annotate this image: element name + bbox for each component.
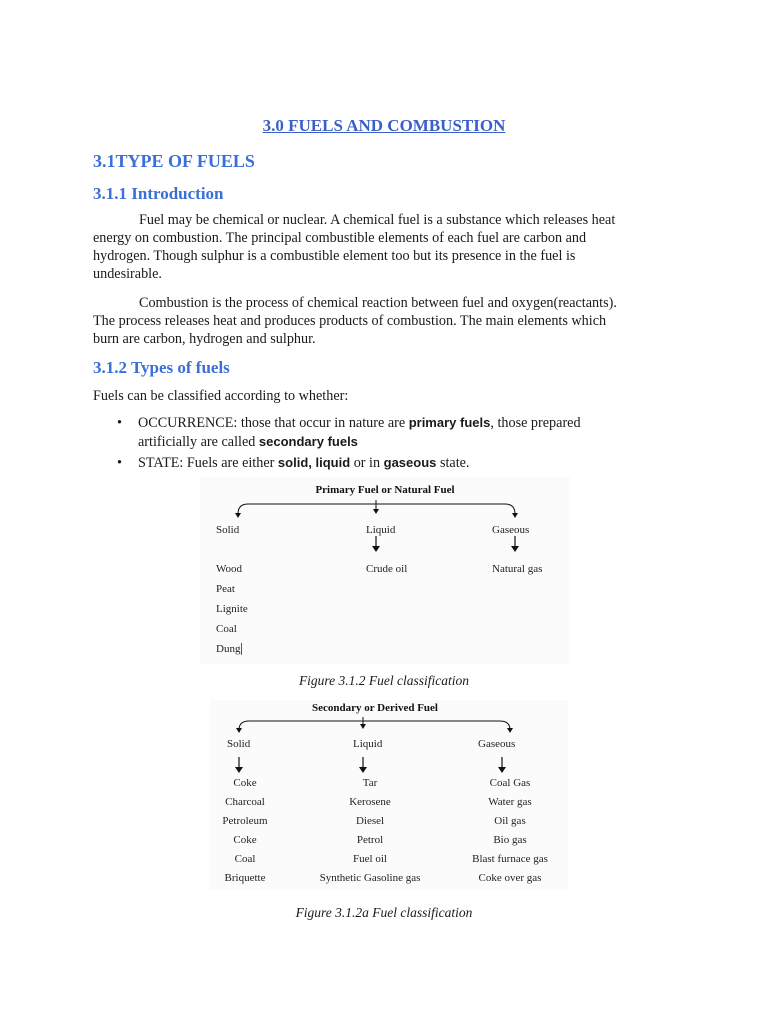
paragraph-line: energy on combustion. The principal combustible elements of each fuel are carbon and xyxy=(93,230,587,246)
paragraph-line: burn are carbon, hydrogen and sulphur. xyxy=(93,331,316,347)
fuel-item: Bio gas xyxy=(493,834,527,846)
figure-title: Primary Fuel or Natural Fuel xyxy=(315,484,455,496)
intro-paragraph-2 xyxy=(93,294,673,348)
heading-introduction: 3.1.1 Introduction xyxy=(93,184,224,203)
fuel-item: Coal xyxy=(216,623,237,635)
heading-types-of-fuels: 3.1.2 Types of fuels xyxy=(93,358,230,377)
paragraph-line: Fuel may be chemical or nuclear. A chemical fuel is a substance which releases heat xyxy=(139,212,616,228)
fuel-item: Petroleum xyxy=(222,815,268,827)
figure-caption: Figure 3.1.2 Fuel classification xyxy=(298,673,470,688)
column-header-solid: Solid xyxy=(227,738,251,750)
fuel-item: Tar xyxy=(362,777,378,789)
fuel-item: Peat xyxy=(216,583,235,595)
heading-type-of-fuels: 3.1TYPE OF FUELS xyxy=(93,151,255,171)
fuel-item: Coal Gas xyxy=(489,777,531,789)
fuel-item: Kerosene xyxy=(349,796,391,808)
fuel-item: Water gas xyxy=(488,796,532,808)
list-item-state: • STATE: Fuels are either solid, liquid or in gaseous state. xyxy=(117,455,470,471)
fuel-item: Natural gas xyxy=(492,563,543,575)
fuel-item: Diesel xyxy=(355,815,385,827)
fuel-item: Synthetic Gasoline gas xyxy=(319,872,421,884)
column-header-solid: Solid xyxy=(216,524,240,536)
fuel-item: Briquette xyxy=(224,872,266,884)
list-item-occurrence: • OCCURRENCE: those that occur in nature are primary fuels, those prepared artificially are called secondary fuels xyxy=(117,415,581,450)
paragraph-line: The process releases heat and produces products of combustion. The main elements which xyxy=(93,313,607,329)
fuel-item: Crude oil xyxy=(366,563,408,575)
fuel-item: Petrol xyxy=(356,834,384,846)
paragraph-line: undesirable. xyxy=(93,266,162,282)
fuel-item: Fuel oil xyxy=(353,853,387,865)
figure-secondary-fuel-diagram xyxy=(210,700,568,890)
bullet-icon: • xyxy=(117,415,122,431)
paragraph-line: hydrogen. Though sulphur is a combustible element too but its presence in the fuel is xyxy=(93,248,576,264)
fuel-item: Blast furnace gas xyxy=(472,853,548,865)
fuel-item: Charcoal xyxy=(225,796,265,808)
classification-list xyxy=(114,414,674,476)
intro-paragraph-1 xyxy=(93,211,673,283)
classification-intro: Fuels can be classified according to whether: xyxy=(93,388,349,404)
fuel-item: Dung xyxy=(216,643,241,655)
fuel-item: Oil gas xyxy=(494,815,526,827)
fuel-item: Lignite xyxy=(216,603,248,615)
column-header-gaseous: Gaseous xyxy=(478,738,516,750)
paragraph-line: Combustion is the process of chemical reaction between fuel and oxygen(reactants). xyxy=(139,295,617,311)
fuel-item: Coal xyxy=(234,853,256,865)
document-title: 3.0 FUELS AND COMBUSTION xyxy=(262,116,506,135)
figure-primary-fuel-diagram xyxy=(200,477,570,664)
column-header-liquid: Liquid xyxy=(366,524,396,536)
figure-title: Secondary or Derived Fuel xyxy=(312,702,438,714)
fuel-item: Coke xyxy=(233,777,257,789)
fuel-item: Coke over gas xyxy=(478,872,542,884)
fuel-item: Wood xyxy=(216,563,243,575)
fuel-item: Coke xyxy=(233,834,257,846)
column-header-gaseous: Gaseous xyxy=(492,524,530,536)
column-header-liquid: Liquid xyxy=(353,738,383,750)
bullet-icon: • xyxy=(117,455,122,471)
figure-caption: Figure 3.1.2a Fuel classification xyxy=(295,905,473,920)
